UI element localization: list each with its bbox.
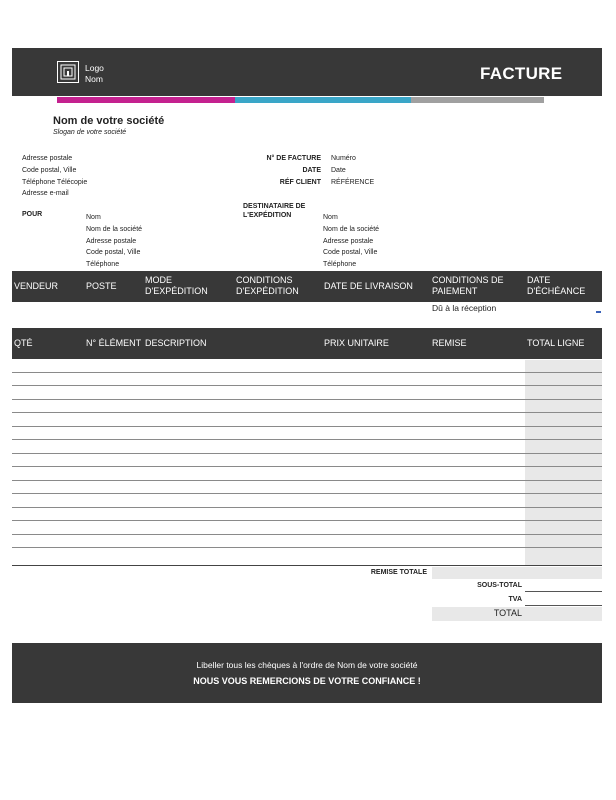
col-numero-element: N° ÉLÉMENT — [86, 338, 142, 348]
footer-thanks: NOUS VOUS REMERCIONS DE VOTRE CONFIANCE ! — [193, 676, 421, 686]
footer-cheques-line — [12, 660, 602, 670]
item-row — [12, 520, 602, 521]
bill-to-block — [86, 212, 142, 271]
item-row — [12, 385, 602, 386]
invoice-date-label: DATE — [302, 166, 321, 174]
stripe-magenta — [57, 97, 235, 103]
tax-value — [525, 605, 602, 606]
item-row — [12, 453, 602, 454]
bill-to-name: Nom — [86, 214, 101, 221]
total-discount-label: REMISE TOTALE — [370, 569, 427, 576]
logo-icon — [57, 61, 79, 83]
ship-to-city: Code postal, Ville — [323, 249, 378, 257]
invoice-number-value: Numéro — [331, 155, 356, 162]
bill-to-address: Adresse postale — [86, 237, 137, 245]
footer-cheques-text: Libeller tous les chèques à l'ordre de — [196, 660, 335, 670]
item-row — [12, 426, 602, 427]
col-conditions-expedition: CONDITIONS D'EXPÉDITION — [236, 275, 299, 296]
invoice-meta-values — [331, 153, 374, 188]
resize-marker — [596, 311, 601, 313]
footer-band — [12, 643, 602, 703]
sender-city: Code postal, Ville — [22, 166, 77, 174]
col-prix-unitaire: PRIX UNITAIRE — [324, 338, 389, 348]
ship-to-label-line1: DESTINATAIRE DE — [243, 203, 306, 210]
sender-phone: Téléphone Télécopie — [22, 178, 88, 186]
col-conditions-paiement: CONDITIONS DE PAIEMENT — [432, 275, 504, 296]
col-description: DESCRIPTION — [145, 338, 207, 348]
line-total-column — [525, 360, 602, 566]
stripe-cyan — [235, 97, 411, 103]
ship-to-phone: Téléphone — [323, 261, 357, 269]
footer-company-name: Nom de votre société — [337, 660, 418, 670]
ship-to-name: Nom — [323, 214, 338, 221]
item-row — [12, 466, 602, 467]
customer-ref-label: RÉF CLIENT — [279, 178, 321, 186]
item-row — [12, 493, 602, 494]
ship-to-company: Nom de la société — [323, 225, 380, 233]
bill-to-phone: Téléphone — [86, 261, 120, 269]
sender-email: Adresse e-mail — [22, 190, 69, 198]
logo-placeholder — [85, 63, 104, 85]
company-name: Nom de votre société — [53, 115, 165, 127]
ship-to-block — [323, 212, 379, 271]
item-row — [12, 507, 602, 508]
col-vendeur: VENDEUR — [14, 281, 59, 291]
item-row — [12, 439, 602, 440]
total-label: TOTAL — [493, 608, 522, 618]
item-row — [12, 547, 602, 548]
col-mode-expedition: MODE D'EXPÉDITION — [145, 275, 208, 296]
item-row — [12, 480, 602, 481]
invoice-date-value: Date — [331, 166, 346, 174]
stripe-gray — [411, 97, 544, 103]
company-slogan: Slogan de votre société — [53, 129, 127, 136]
sender-address: Adresse postale — [22, 155, 73, 162]
subtotal-label: SOUS-TOTAL — [477, 582, 522, 589]
ship-to-label — [243, 202, 305, 220]
payment-terms-value: Dû à la réception — [432, 303, 497, 313]
col-total-ligne: TOTAL LIGNE — [527, 338, 585, 348]
col-date-echeance: DATE D'ÉCHÉANCE — [527, 275, 586, 296]
bill-to-label: POUR — [22, 211, 43, 218]
ship-to-label-line2: L'EXPÉDITION — [243, 212, 292, 219]
item-row — [12, 412, 602, 413]
total-discount-value — [432, 567, 602, 579]
item-row — [12, 399, 602, 400]
item-row — [12, 534, 602, 535]
tax-label: TVA — [508, 596, 522, 603]
logo-name: Nom — [85, 74, 103, 84]
item-row — [12, 565, 602, 566]
col-poste: POSTE — [86, 281, 117, 291]
page-title: FACTURE — [480, 64, 563, 83]
invoice-meta-labels — [220, 153, 321, 188]
item-row — [12, 372, 602, 373]
col-qte: QTÉ — [14, 338, 33, 348]
invoice-number-label: N° DE FACTURE — [266, 155, 321, 162]
ship-to-address: Adresse postale — [323, 237, 374, 245]
col-date-livraison: DATE DE LIVRAISON — [324, 281, 413, 291]
bill-to-company: Nom de la société — [86, 225, 143, 233]
logo-label: Logo — [85, 63, 104, 73]
subtotal-value — [525, 591, 602, 592]
bill-to-city: Code postal, Ville — [86, 249, 141, 257]
sender-address-block — [22, 153, 87, 200]
col-remise: REMISE — [432, 338, 467, 348]
customer-ref-value: RÉFÉRENCE — [331, 178, 375, 186]
